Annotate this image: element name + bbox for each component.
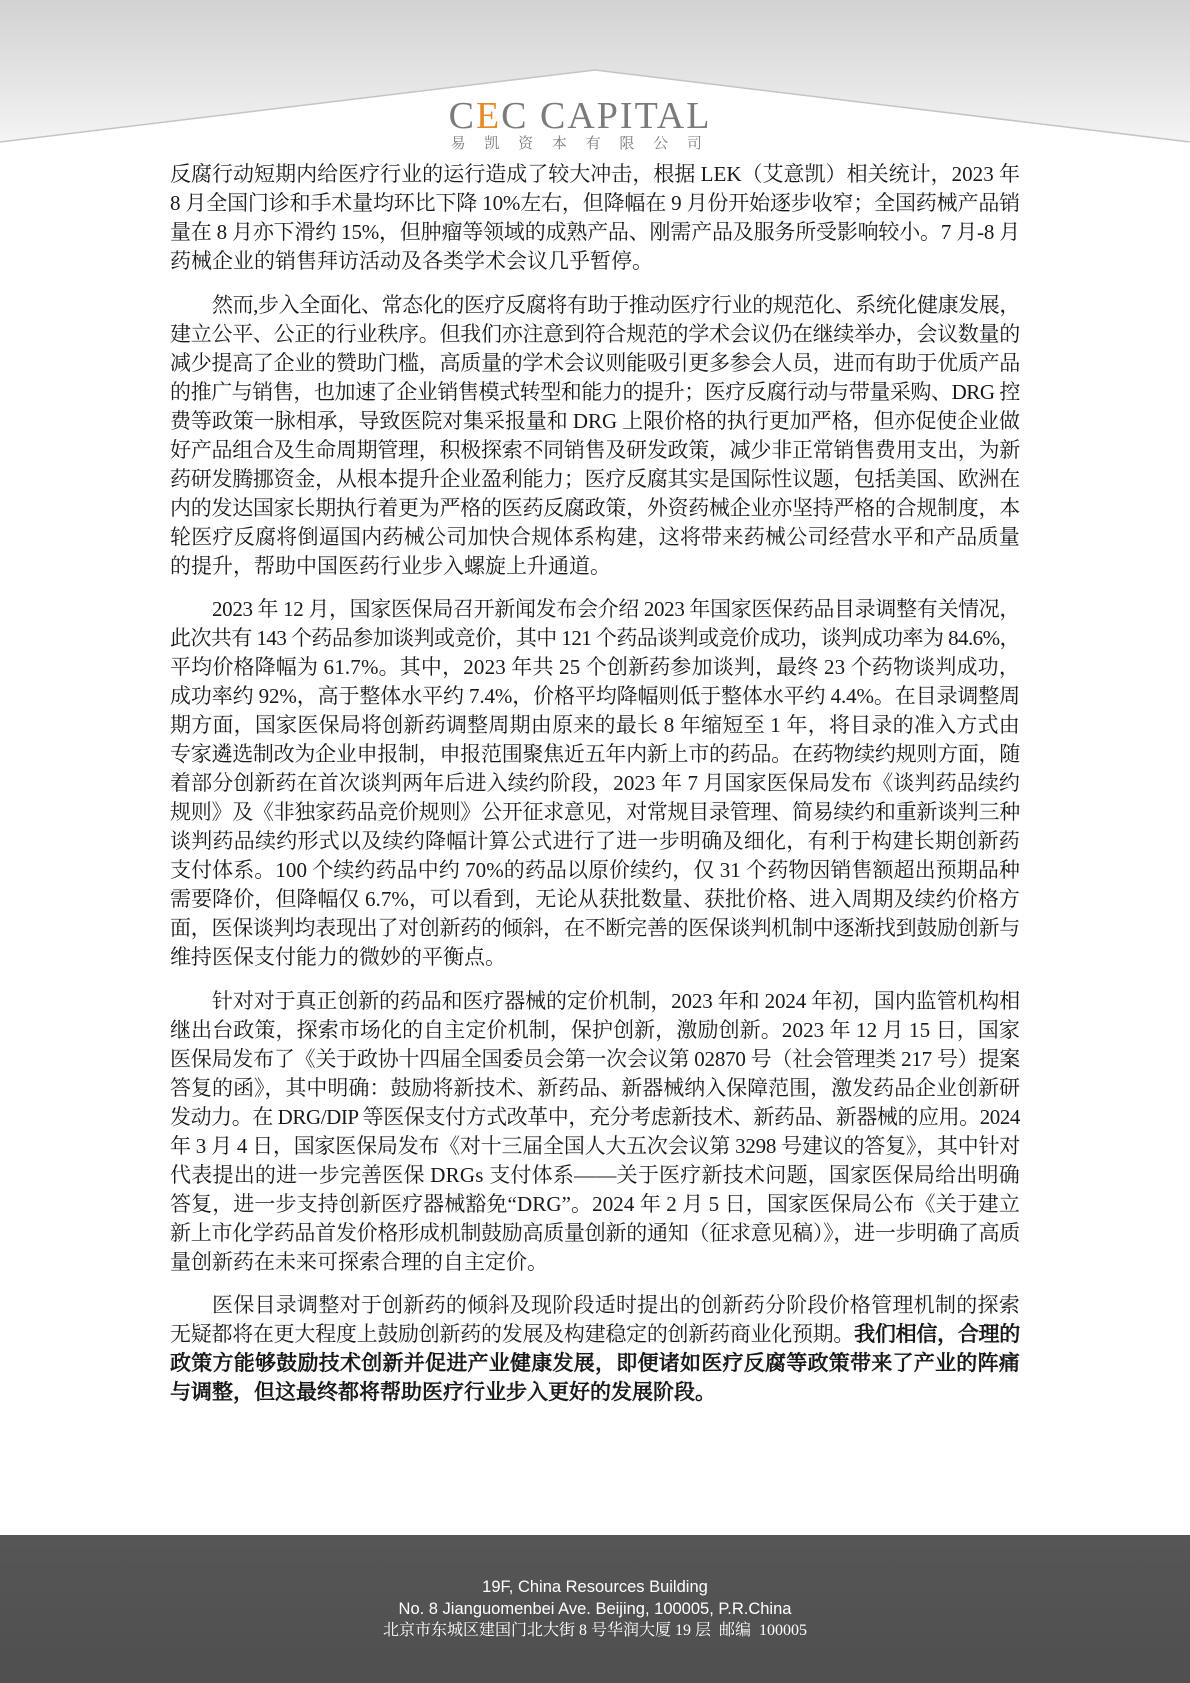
text-line [170, 653, 1020, 682]
text-line [170, 523, 1020, 552]
text-line [170, 987, 1020, 1016]
logo-letter-e-accent: E [475, 95, 502, 137]
text-line-content [170, 711, 1020, 740]
text-segment: 继出台政策，探索市场化的自主定价机制，保护创新，激励创新。2023 年 12 月 15 日，国家 [170, 1017, 1020, 1042]
text-line-content [170, 1248, 548, 1277]
text-segment: 规则》及《非独家药品竞价规则》公开征求意见，对常规目录管理、简易续约和重新谈判三种 [170, 800, 1020, 824]
text-line [170, 494, 1020, 523]
text-segment: 费等政策一脉相承，导致医院对集采报量和 DRG 上限价格的执行更加严格，但亦促使企业做 [170, 408, 1020, 433]
footer-address-line-1: 19F, China Resources Building [482, 1578, 708, 1596]
text-segment: 针对对于真正创新的药品和医疗器械的定价机制，2023 年和 2024 年初，国内监管机构相 [212, 988, 1020, 1013]
text-segment: 的推广与销售，也加速了企业销售模式转型和能力的提升；医疗反腐行动与带量采购、DRG 控 [170, 379, 1020, 404]
text-segment: 8 月全国门诊和手术量均环比下降 10%左右，但降幅在 9 月份开始逐步收窄；全国药械产品销 [170, 191, 1020, 215]
text-segment: 量在 8 月亦下滑约 15%，但肿瘤等领域的成熟产品、刚需产品及服务所受影响较小。7 月-8 月 [170, 220, 1020, 244]
text-segment: 发动力。在 DRG/DIP 等医保支付方式改革中，充分考虑新技术、新药品、新器械的应用。2024 [170, 1104, 1020, 1129]
text-segment: 成功率约 92%，高于整体水平约 7.4%，价格平均降幅则低于整体水平约 4.4%。在目录调整周 [170, 684, 1020, 708]
text-segment: 减少提高了企业的赞助门槛，高质量的学术会议则能吸引更多参会人员，进而有助于优质产品 [170, 350, 1020, 375]
text-line [170, 798, 1020, 827]
text-segment: 答复，进一步支持创新医疗器械豁免“DRG”。2024 年 2 月 5 日，国家医保局公布《关于建立 [170, 1191, 1020, 1216]
text-line-content [170, 523, 1020, 552]
text-line [170, 407, 1020, 436]
paragraph-3 [170, 595, 1020, 972]
company-logo [440, 96, 720, 153]
text-line [170, 1132, 1020, 1161]
logo-wordmark [440, 96, 720, 136]
text-segment: 需要降价，但降幅仅 6.7%，可以看到，无论从获批数量、获批价格、进入周期及续约价格方 [170, 887, 1020, 911]
text-line [170, 436, 1020, 465]
text-line-content [170, 218, 1020, 247]
text-line [170, 1291, 1020, 1320]
text-segment: 药械企业的销售拜访活动及各类学术会议几乎暂停。 [170, 249, 653, 273]
text-line-content [170, 1161, 1020, 1190]
bold-text-segment: 我们相信，合理的 [854, 1322, 1021, 1346]
text-segment: 建立公平、公正的行业秩序。但我们亦注意到符合规范的学术会议仍在继续举办，会议数量的 [170, 321, 1020, 346]
text-line [170, 740, 1020, 769]
bold-text-segment: 与调整，但这最终都将帮助医疗行业步入更好的发展阶段。 [170, 1380, 716, 1404]
text-segment: 药研发腾挪资金，从根本提升企业盈利能力；医疗反腐其实是国际性议题，包括美国、欧洲在 [170, 466, 1020, 491]
text-line-content [170, 320, 1020, 349]
text-segment: 2023 年 12 月，国家医保局召开新闻发布会介绍 2023 年国家医保药品目录调整有关情况， [212, 597, 1020, 621]
text-line-content [170, 1378, 716, 1407]
text-line-content [212, 987, 1020, 1016]
text-line [170, 1349, 1020, 1378]
text-line [170, 856, 1020, 885]
text-line-content [170, 407, 1020, 436]
text-line-content [170, 1320, 1020, 1349]
text-line [170, 1320, 1020, 1349]
bold-text-segment: 政策方能够鼓励技术创新并促进产业健康发展，即便诸如医疗反腐等政策带来了产业的阵痛 [170, 1351, 1020, 1375]
footer-address-line-2: No. 8 Jianguomenbei Ave. Beijing, 100005, P.R.China [398, 1600, 792, 1618]
text-line [170, 291, 1020, 320]
text-segment: 面，医保谈判均表现出了对创新药的倾斜，在不断完善的医保谈判机制中逐渐找到鼓励创新与 [170, 916, 1020, 940]
text-line-content [170, 885, 1020, 914]
letterhead-header [0, 0, 1190, 160]
text-line-content [170, 436, 1020, 465]
text-line-content [212, 1291, 1020, 1320]
text-line-content [170, 1219, 1020, 1248]
text-line [170, 1248, 1020, 1277]
text-line-content [170, 1074, 1020, 1103]
text-line-content [170, 349, 1020, 378]
paragraph-5 [170, 1291, 1020, 1407]
text-line-content [170, 827, 1020, 856]
text-segment: 好产品组合及生命周期管理，积极探索不同销售及研发政策，减少非正常销售费用支出，为新 [170, 437, 1020, 462]
text-line-content [170, 798, 1020, 827]
text-segment: 的提升，帮助中国医药行业步入螺旋上升通道。 [170, 553, 611, 578]
text-line-content [170, 943, 506, 972]
text-line-content [170, 740, 1020, 769]
text-line-content [212, 291, 1020, 320]
logo-text-rest: C CAPITAL [501, 95, 712, 137]
text-line-content [170, 1103, 1020, 1132]
document-body [170, 160, 1020, 1407]
text-line [170, 218, 1020, 247]
text-line [170, 247, 1020, 276]
text-line [170, 943, 1020, 972]
text-segment: 谈判药品续约形式以及续约降幅计算公式进行了进一步明确及细化，有利于构建长期创新药 [170, 829, 1020, 853]
text-line [170, 769, 1020, 798]
text-line [170, 1045, 1020, 1074]
text-line [170, 1074, 1020, 1103]
text-line [170, 160, 1020, 189]
text-line [170, 711, 1020, 740]
text-line-content [170, 1016, 1020, 1045]
text-line-content [170, 1045, 1020, 1074]
text-line [170, 1378, 1020, 1407]
text-line-content [170, 189, 1020, 218]
text-line-content [170, 160, 1020, 189]
text-line [170, 682, 1020, 711]
text-line [170, 885, 1020, 914]
text-line [170, 1016, 1020, 1045]
text-line-content [170, 1190, 1020, 1219]
text-segment: 然而,步入全面化、常态化的医疗反腐将有助于推动医疗行业的规范化、系统化健康发展， [212, 292, 1020, 317]
text-line [170, 349, 1020, 378]
text-line [170, 1219, 1020, 1248]
text-line-content [170, 247, 653, 276]
text-line [170, 914, 1020, 943]
text-line [170, 465, 1020, 494]
text-line [170, 1190, 1020, 1219]
text-line [170, 320, 1020, 349]
text-line-content [170, 653, 1020, 682]
text-segment: 新上市化学药品首发价格形成机制鼓励高质量创新的通知（征求意见稿）》，进一步明确了高质 [170, 1220, 1020, 1245]
text-line-content [212, 595, 1020, 624]
text-line-content [170, 624, 1020, 653]
logo-letter-c: C [448, 95, 476, 137]
text-line-content [170, 1349, 1020, 1378]
text-segment: 量创新药在未来可探索合理的自主定价。 [170, 1249, 548, 1274]
paragraph-1 [170, 160, 1020, 276]
paragraph-2 [170, 291, 1020, 581]
text-line [170, 189, 1020, 218]
footer-address-line-3: 北京市东城区建国门北大街 8 号华润大厦 19 层 邮编 100005 [382, 1622, 807, 1639]
text-segment: 无疑都将在更大程度上鼓励创新药的发展及构建稳定的创新药商业化预期。 [170, 1322, 855, 1346]
text-line-content [170, 378, 1020, 407]
logo-chinese-name: 易 凯 资 本 有 限 公 司 [450, 136, 710, 152]
text-segment: 着部分创新药在首次谈判两年后进入续约阶段，2023 年 7 月国家医保局发布《谈判药品续约 [170, 771, 1020, 795]
text-segment: 轮医疗反腐将倒逼国内药械公司加快合规体系构建，这将带来药械公司经营水平和产品质量 [170, 524, 1020, 549]
text-segment: 答复的函》，其中明确：鼓励将新技术、新药品、新器械纳入保障范围，激发药品企业创新研 [170, 1075, 1020, 1100]
text-line [170, 1161, 1020, 1190]
text-segment: 反腐行动短期内给医疗行业的运行造成了较大冲击，根据 LEK（艾意凯）相关统计，2023 年 [170, 162, 1020, 186]
text-segment: 此次共有 143 个药品参加谈判或竞价，其中 121 个药品谈判或竞价成功，谈判成功率为 84.6%， [170, 626, 1020, 650]
text-line-content [170, 494, 1020, 523]
text-segment: 医保局发布了《关于政协十四届全国委员会第一次会议第 02870 号（社会管理类 217 号）提案 [170, 1046, 1020, 1071]
text-line-content [170, 769, 1020, 798]
text-line-content [170, 552, 611, 581]
text-line [170, 552, 1020, 581]
text-segment: 代表提出的进一步完善医保 DRGs 支付体系——关于医疗新技术问题，国家医保局给出明确 [170, 1162, 1020, 1187]
text-line-content [170, 465, 1020, 494]
text-line-content [170, 1132, 1020, 1161]
text-line [170, 827, 1020, 856]
text-segment: 支付体系。100 个续约药品中约 70%的药品以原价续约，仅 31 个药物因销售额超出预期品种 [170, 858, 1020, 882]
text-line [170, 624, 1020, 653]
text-segment: 专家遴选制改为企业申报制，申报范围聚焦近五年内新上市的药品。在药物续约规则方面，随 [170, 742, 1020, 766]
text-line [170, 378, 1020, 407]
text-segment: 期方面，国家医保局将创新药调整周期由原来的最长 8 年缩短至 1 年，将目录的准入方式由 [170, 713, 1020, 737]
address-footer [0, 1535, 1190, 1683]
text-segment: 医保目录调整对于创新药的倾斜及现阶段适时提出的创新药分阶段价格管理机制的探索 [212, 1293, 1020, 1317]
text-line [170, 595, 1020, 624]
text-line [170, 1103, 1020, 1132]
text-line-content [170, 914, 1020, 943]
text-segment: 维持医保支付能力的微妙的平衡点。 [170, 945, 506, 969]
text-line-content [170, 682, 1020, 711]
paragraph-4 [170, 987, 1020, 1277]
text-line-content [170, 856, 1020, 885]
text-segment: 年 3 月 4 日，国家医保局发布《对十三届全国人大五次会议第 3298 号建议的答复》，其中针对 [170, 1133, 1020, 1158]
text-segment: 平均价格降幅为 61.7%。其中，2023 年共 25 个创新药参加谈判，最终 23 个药物谈判成功， [170, 655, 1020, 679]
text-segment: 内的发达国家长期执行着更为严格的医药反腐政策，外资药械企业亦坚持严格的合规制度，本 [170, 495, 1020, 520]
